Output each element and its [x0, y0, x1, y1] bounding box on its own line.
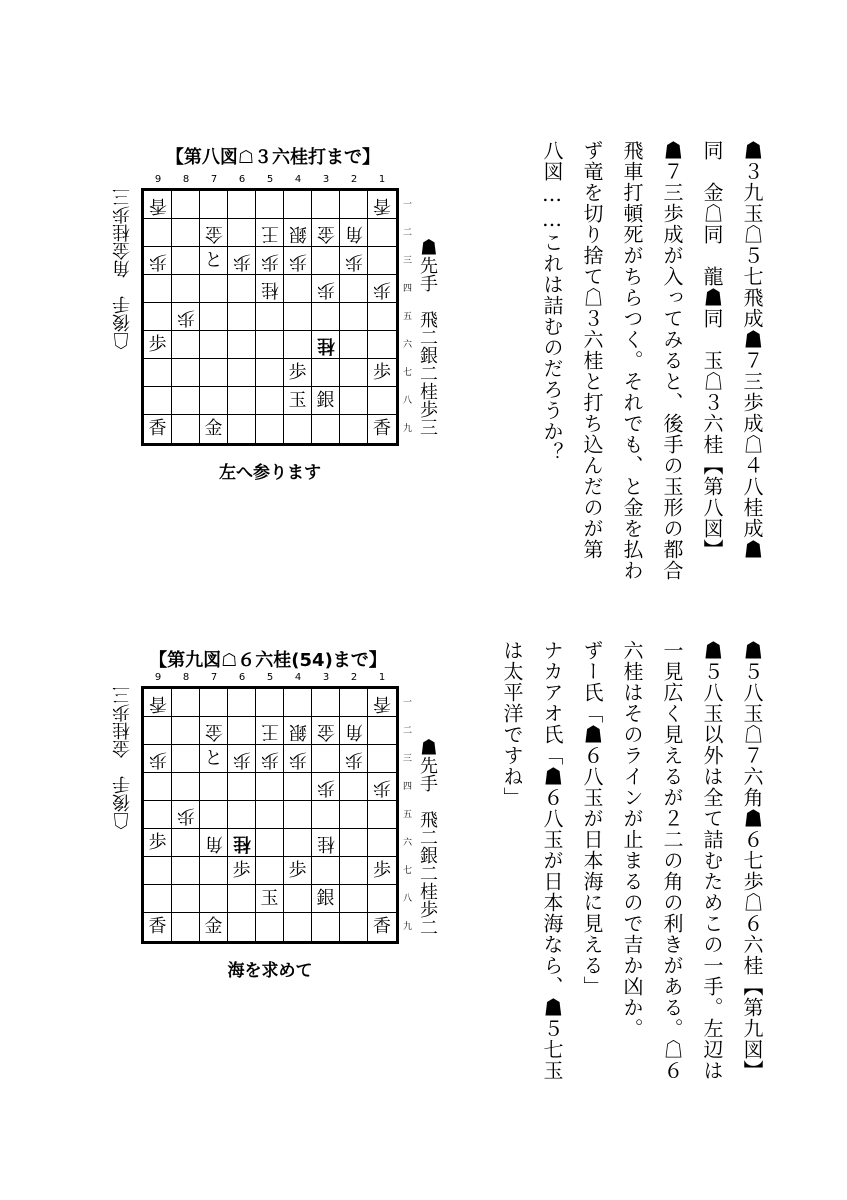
commentary-line: ☗３九玉☖５七飛成☗７三歩成☖４八桂成☗: [740, 140, 764, 560]
board-square: [368, 689, 396, 717]
board-square: [200, 913, 228, 941]
shogi-board: [141, 686, 399, 944]
gote-piece: 香: [148, 194, 167, 216]
sente-piece: 銀: [316, 389, 335, 411]
board-square: [284, 717, 312, 745]
board-square: [312, 359, 340, 387]
rank-label: 一: [403, 200, 413, 210]
board-square: [312, 387, 340, 415]
board-square: [172, 773, 200, 801]
board-square: [312, 275, 340, 303]
board-square: [340, 689, 368, 717]
board-square: [256, 247, 284, 275]
gote-piece: 歩: [148, 250, 167, 272]
board-square: [340, 885, 368, 913]
board-square: [228, 191, 256, 219]
board-square: [340, 247, 368, 275]
board-square: [340, 745, 368, 773]
board-square: [312, 415, 340, 443]
board-square: [256, 801, 284, 829]
gote-piece: 歩: [344, 250, 363, 272]
commentary-line: 八図……これは詰むのだろうか？: [540, 140, 564, 463]
sente-piece: 歩: [373, 361, 391, 383]
board-square: [368, 331, 396, 359]
board-square: [340, 717, 368, 745]
diagram-caption: 左へ参ります: [219, 463, 321, 483]
board-square: [284, 275, 312, 303]
board-square: [200, 745, 228, 773]
board-square: [172, 857, 200, 885]
board-square: [200, 247, 228, 275]
board-square: [200, 219, 228, 247]
board-square: [284, 303, 312, 331]
board-square: [256, 745, 284, 773]
commentary-line: ☗７三歩成が入ってみると、後手の玉形の都合: [660, 140, 684, 581]
rank-label: 一: [403, 698, 413, 708]
board-square: [256, 913, 284, 941]
board-square: [368, 219, 396, 247]
file-labels: [144, 174, 396, 185]
rank-label: 二: [403, 228, 413, 238]
file-label: 8: [182, 174, 190, 185]
board-square: [284, 247, 312, 275]
board-square: [312, 717, 340, 745]
gote-piece: 歩: [288, 748, 307, 770]
file-label: 2: [350, 672, 358, 683]
rank-labels: [403, 689, 412, 941]
board-square: [172, 303, 200, 331]
board-square: [228, 387, 256, 415]
board-square: [172, 717, 200, 745]
board-square: [200, 387, 228, 415]
sente-piece: 玉: [288, 389, 307, 411]
board-square: [144, 773, 172, 801]
board-square: [228, 829, 256, 857]
board-square: [368, 801, 396, 829]
sente-piece: 金: [204, 418, 223, 439]
gote-piece: 歩: [344, 748, 363, 770]
gote-piece: 銀: [288, 720, 307, 742]
commentary-line: 六桂はそのラインが止まるので吉か凶か。: [620, 640, 644, 1039]
board-square: [284, 745, 312, 773]
gote-piece: 香: [373, 194, 391, 216]
board-square: [284, 801, 312, 829]
rank-label: 六: [403, 340, 413, 350]
sente-hand: ☗先手 飛二銀二桂歩三: [417, 238, 438, 436]
board-square: [256, 219, 284, 247]
board-square: [172, 829, 200, 857]
gote-piece: 桂: [316, 832, 335, 854]
board-square: [228, 219, 256, 247]
board-square: [228, 773, 256, 801]
gote-hand: ☖後手 角金桂歩三: [112, 188, 133, 350]
commentary-line: ずー氏「☗６八玉が日本海に見える」: [580, 640, 604, 997]
gote-piece: 歩: [373, 776, 391, 798]
board-square: [340, 359, 368, 387]
gote-piece: 歩: [373, 278, 391, 300]
file-label: 5: [266, 174, 274, 185]
board-square: [144, 359, 172, 387]
board-square: [340, 331, 368, 359]
gote-hand: ☖後手 金桂歩三: [112, 686, 133, 830]
board-square: [284, 331, 312, 359]
sente-piece: 歩: [148, 831, 167, 853]
board-square: [312, 247, 340, 275]
file-label: 1: [378, 174, 386, 185]
file-label: 8: [182, 672, 190, 683]
board-square: [172, 913, 200, 941]
gote-piece: 角: [344, 222, 363, 244]
board-square: [172, 415, 200, 443]
file-label: 7: [210, 672, 218, 683]
board-square: [368, 303, 396, 331]
board-square: [200, 885, 228, 913]
commentary-line: 一見広く見えるが２二の角の利きがある。☖６: [660, 640, 684, 1081]
gote-piece: 歩: [316, 776, 335, 798]
gote-piece: 香: [373, 692, 391, 714]
gote-piece: 歩: [232, 748, 251, 770]
board-square: [340, 801, 368, 829]
board-square: [144, 829, 172, 857]
board-square: [312, 801, 340, 829]
file-label: 2: [350, 174, 358, 185]
file-label: 6: [238, 174, 246, 185]
gote-piece: 歩: [260, 748, 279, 770]
board-square: [172, 219, 200, 247]
board-square: [228, 801, 256, 829]
board-square: [368, 191, 396, 219]
board-square: [144, 857, 172, 885]
board-square: [340, 857, 368, 885]
board-square: [312, 689, 340, 717]
board-square: [284, 689, 312, 717]
board-square: [256, 415, 284, 443]
rank-label: 九: [403, 424, 413, 434]
board-square: [284, 415, 312, 443]
board-square: [200, 773, 228, 801]
board-square: [340, 913, 368, 941]
gote-piece: 桂: [260, 278, 279, 300]
gote-piece: 角: [204, 832, 223, 854]
board-square: [200, 689, 228, 717]
board-square: [368, 275, 396, 303]
board-square: [144, 689, 172, 717]
diagram-caption: 海を求めて: [227, 961, 313, 981]
board-square: [256, 387, 284, 415]
board-square: [228, 331, 256, 359]
board-square: [284, 773, 312, 801]
board-square: [144, 745, 172, 773]
board-square: [256, 885, 284, 913]
board-square: [172, 745, 200, 773]
file-label: 3: [322, 174, 330, 185]
board-square: [144, 247, 172, 275]
board-square: [340, 191, 368, 219]
rank-labels: [403, 191, 412, 443]
board-square: [228, 359, 256, 387]
board-square: [340, 415, 368, 443]
board-square: [256, 331, 284, 359]
board-square: [144, 275, 172, 303]
rank-label: 四: [403, 284, 413, 294]
board-square: [172, 359, 200, 387]
board-square: [172, 331, 200, 359]
board-square: [340, 387, 368, 415]
rank-label: 三: [403, 754, 413, 764]
board-square: [340, 829, 368, 857]
board-square: [284, 829, 312, 857]
commentary-top: [532, 140, 772, 610]
commentary-line: ☗５八玉以外は全て詰むためこの一手。左辺は: [700, 640, 724, 1081]
diagram-title: 【第九図☖６六桂(54)まで】: [149, 650, 387, 671]
sente-piece: 歩: [288, 361, 307, 383]
board-square: [312, 303, 340, 331]
board-square: [228, 885, 256, 913]
file-label: 4: [294, 174, 302, 185]
commentary-line: ナカアオ氏「☗６八玉が日本海なら、☗５七玉: [540, 640, 564, 1081]
sente-piece: 香: [148, 418, 167, 439]
board-square: [284, 885, 312, 913]
board-square: [228, 913, 256, 941]
board-square: [368, 773, 396, 801]
board-square: [200, 191, 228, 219]
sente-piece: 歩: [373, 859, 391, 881]
sente-piece: 歩: [232, 859, 251, 881]
rank-label: 五: [403, 312, 413, 322]
file-label: 4: [294, 672, 302, 683]
sente-piece: 歩: [288, 859, 307, 881]
board-square: [284, 359, 312, 387]
board-square: [144, 191, 172, 219]
board-square: [312, 857, 340, 885]
board-square: [144, 331, 172, 359]
board-square: [228, 247, 256, 275]
rank-label: 五: [403, 810, 413, 820]
commentary-line: 飛車打頓死がちらつく。それでも、と金を払わ: [620, 140, 644, 581]
board-square: [256, 359, 284, 387]
board-square: [256, 191, 284, 219]
board-square: [312, 885, 340, 913]
board-square: [256, 829, 284, 857]
board-square: [312, 913, 340, 941]
board-square: [284, 191, 312, 219]
commentary-bottom: [492, 640, 772, 1110]
board-square: [172, 275, 200, 303]
board-square: [312, 191, 340, 219]
gote-piece: 桂: [232, 832, 251, 854]
gote-piece: 金: [204, 720, 223, 742]
board-square: [256, 773, 284, 801]
board-square: [200, 829, 228, 857]
rank-label: 九: [403, 922, 413, 932]
sente-piece: 銀: [316, 887, 335, 909]
board-square: [312, 219, 340, 247]
shogi-board: [141, 188, 399, 446]
board-square: [172, 689, 200, 717]
board-square: [144, 801, 172, 829]
board-square: [144, 913, 172, 941]
board-square: [172, 191, 200, 219]
board-square: [172, 885, 200, 913]
board-square: [200, 331, 228, 359]
commentary-line: 同 金☖同 龍☗同 玉☖３六桂【第八図】: [700, 140, 724, 560]
board-square: [144, 303, 172, 331]
gote-piece: 歩: [176, 306, 195, 328]
rank-label: 六: [403, 838, 413, 848]
board-square: [256, 717, 284, 745]
board-square: [200, 303, 228, 331]
gote-piece: 王: [260, 222, 279, 244]
gote-piece: 香: [148, 692, 167, 714]
sente-hand: ☗先手 飛二銀二桂歩二: [417, 738, 438, 936]
sente-piece: と: [204, 249, 223, 271]
rank-label: 三: [403, 256, 413, 266]
board-square: [368, 359, 396, 387]
board-square: [228, 689, 256, 717]
sente-piece: 玉: [260, 887, 279, 909]
gote-piece: 銀: [288, 222, 307, 244]
gote-piece: 歩: [316, 278, 335, 300]
gote-piece: 金: [204, 222, 223, 244]
rank-label: 七: [403, 368, 413, 378]
board-square: [256, 303, 284, 331]
board-square: [228, 275, 256, 303]
board-square: [340, 275, 368, 303]
file-labels: [144, 672, 396, 683]
commentary-line: は太平洋ですね」: [500, 640, 524, 808]
board-square: [172, 247, 200, 275]
board-square: [368, 829, 396, 857]
file-label: 5: [266, 672, 274, 683]
gote-piece: 歩: [260, 250, 279, 272]
diagram-title: 【第八図☖３六桂打まで】: [165, 147, 381, 168]
gote-piece: 歩: [176, 804, 195, 826]
board-square: [312, 331, 340, 359]
board-square: [284, 387, 312, 415]
file-label: 7: [210, 174, 218, 185]
board-square: [228, 745, 256, 773]
board-square: [228, 857, 256, 885]
file-label: 3: [322, 672, 330, 683]
board-square: [368, 717, 396, 745]
board-square: [256, 857, 284, 885]
board-square: [200, 801, 228, 829]
board-square: [312, 829, 340, 857]
board-square: [144, 415, 172, 443]
file-label: 9: [154, 672, 162, 683]
board-square: [200, 857, 228, 885]
gote-piece: 歩: [288, 250, 307, 272]
board-square: [340, 219, 368, 247]
board-square: [256, 275, 284, 303]
board-square: [144, 717, 172, 745]
board-square: [200, 275, 228, 303]
board-square: [368, 745, 396, 773]
board-square: [200, 415, 228, 443]
board-square: [200, 717, 228, 745]
file-label: 1: [378, 672, 386, 683]
commentary-line: ☗５八玉☖７六角☗６七歩☖６六桂【第九図】: [740, 640, 764, 1081]
board-square: [144, 387, 172, 415]
board-square: [368, 885, 396, 913]
board-square: [284, 219, 312, 247]
board-square: [340, 773, 368, 801]
board-square: [256, 689, 284, 717]
sente-piece: 香: [373, 418, 391, 439]
file-label: 9: [154, 174, 162, 185]
board-square: [368, 415, 396, 443]
commentary-line: ず竜を切り捨て☖３六桂と打ち込んだのが第: [580, 140, 604, 560]
gote-piece: 角: [344, 720, 363, 742]
gote-piece: 歩: [148, 748, 167, 770]
sente-piece: 歩: [148, 333, 167, 355]
file-label: 6: [238, 672, 246, 683]
board-square: [228, 717, 256, 745]
board-square: [228, 415, 256, 443]
board-square: [368, 857, 396, 885]
board-square: [284, 857, 312, 885]
board-square: [144, 885, 172, 913]
board-square: [144, 219, 172, 247]
rank-label: 八: [403, 396, 413, 406]
rank-label: 二: [403, 726, 413, 736]
board-square: [340, 303, 368, 331]
board-square: [312, 745, 340, 773]
board-square: [312, 773, 340, 801]
board-square: [368, 387, 396, 415]
gote-piece: 桂: [316, 334, 335, 356]
gote-piece: 金: [316, 222, 335, 244]
rank-label: 七: [403, 866, 413, 876]
gote-piece: 金: [316, 720, 335, 742]
sente-piece: 金: [204, 916, 223, 937]
rank-label: 八: [403, 894, 413, 904]
board-square: [228, 303, 256, 331]
gote-piece: 歩: [232, 250, 251, 272]
board-square: [200, 359, 228, 387]
board-square: [368, 913, 396, 941]
sente-piece: と: [204, 747, 223, 769]
board-square: [172, 387, 200, 415]
board-square: [284, 913, 312, 941]
sente-piece: 香: [148, 916, 167, 937]
rank-label: 四: [403, 782, 413, 792]
gote-piece: 王: [260, 720, 279, 742]
sente-piece: 香: [373, 916, 391, 937]
board-square: [368, 247, 396, 275]
board-square: [172, 801, 200, 829]
